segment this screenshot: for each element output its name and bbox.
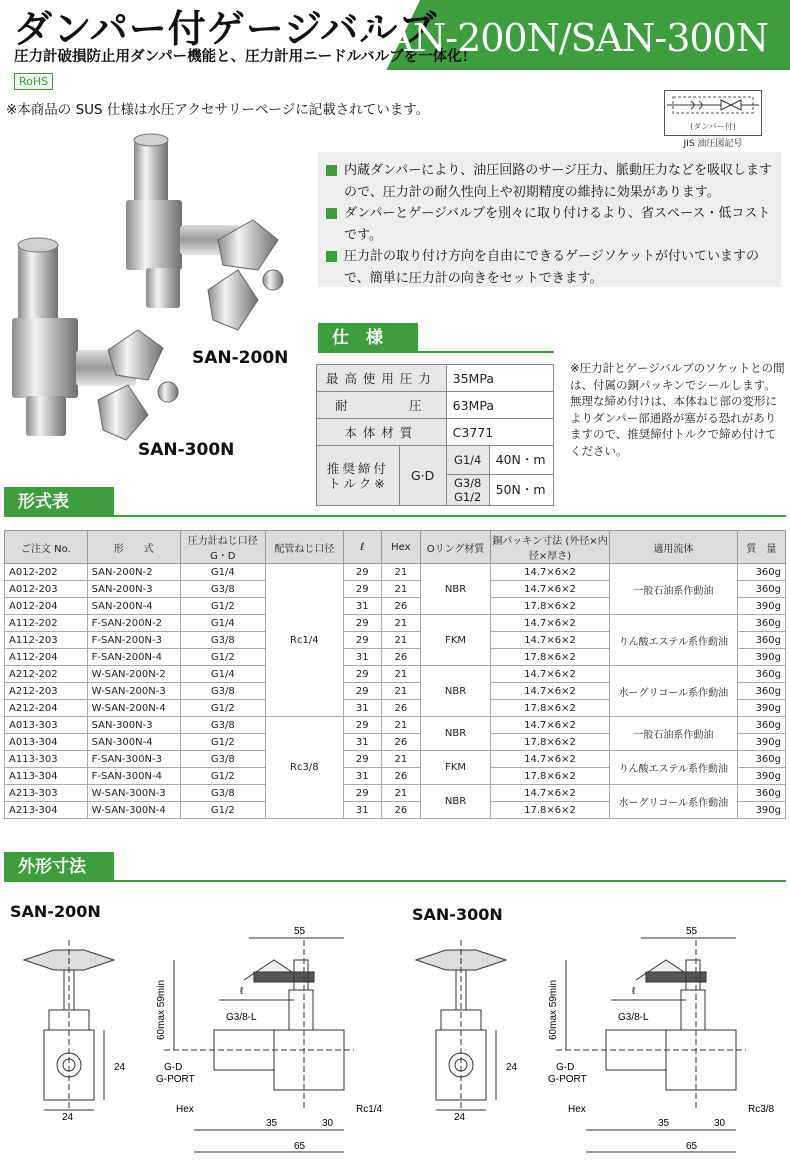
table-cell: F-SAN-300N-4 (87, 768, 180, 785)
spec-table (316, 364, 554, 506)
spec-label: 本体材質 (317, 419, 447, 446)
table-cell: Rc1/4 (265, 564, 343, 717)
model-section-rule (4, 515, 786, 517)
table-cell: 14.7×6×2 (490, 751, 609, 768)
table-cell: F-SAN-300N-3 (87, 751, 180, 768)
table-cell: A113-304 (5, 768, 88, 785)
table-cell: W-SAN-300N-4 (87, 802, 180, 819)
table-cell: 14.7×6×2 (490, 615, 609, 632)
dim-rc: Rc3/8 (748, 1104, 775, 1115)
table-cell: A012-203 (5, 581, 88, 598)
spec-value: 35MPa (446, 365, 553, 392)
table-cell: 水ーグリコール系作動油 (610, 666, 738, 717)
page-subtitle: 圧力計破損防止用ダンパー機能と、圧力計用ニードルバルブを一体化！ (14, 49, 477, 65)
dim-35: 35 (266, 1118, 278, 1129)
table-cell: F-SAN-200N-4 (87, 649, 180, 666)
spec-section-header: 仕 様 (318, 323, 418, 353)
jis-caption: (ダンパー付) (690, 122, 736, 131)
model-number: SAN-200N/SAN-300N (361, 16, 768, 60)
feature-item: 圧力計の取り付け方向を自由にできるゲージソケットが付いていますので、簡単に圧力計の向きをセットできます。 (326, 246, 773, 289)
table-cell: A213-303 (5, 785, 88, 802)
table-cell: 360g (737, 564, 785, 581)
table-cell: 29 (343, 785, 381, 802)
product-label-san200n: SAN-200N (192, 348, 289, 368)
table-cell: SAN-200N-2 (87, 564, 180, 581)
spec-label: 最高使用圧力 (317, 365, 447, 392)
jis-symbol (664, 90, 762, 136)
table-cell: W-SAN-300N-3 (87, 785, 180, 802)
table-cell: SAN-200N-3 (87, 581, 180, 598)
dim-rc: Rc1/4 (356, 1104, 383, 1115)
table-row (5, 785, 786, 802)
jis-label: JIS 油圧図記号 (683, 139, 743, 149)
table-cell: 17.8×6×2 (490, 768, 609, 785)
dim-30: 30 (714, 1118, 726, 1129)
table-cell: 29 (343, 581, 381, 598)
spec-value: 63MPa (446, 392, 553, 419)
table-cell: 390g (737, 700, 785, 717)
table-cell: 水ーグリコール系作動油 (610, 785, 738, 819)
table-cell: G1/4 (180, 615, 265, 632)
table-cell: A112-203 (5, 632, 88, 649)
table-cell: 29 (343, 751, 381, 768)
table-cell: 26 (381, 768, 421, 785)
table-cell: 26 (381, 700, 421, 717)
table-cell: 390g (737, 734, 785, 751)
col-header: ℓ (343, 531, 381, 564)
dims-title-san300n: SAN-300N (412, 905, 503, 924)
dim-port: G3/8-L (226, 1012, 257, 1023)
torque-gd: G·D (399, 446, 446, 506)
table-cell: G1/2 (180, 700, 265, 717)
table-cell: G3/8 (180, 632, 265, 649)
table-cell: NBR (421, 717, 491, 751)
dim-gd: G-D (164, 1062, 183, 1073)
table-cell: G3/8 (180, 751, 265, 768)
table-cell: G1/2 (180, 768, 265, 785)
table-cell: A013-303 (5, 717, 88, 734)
table-cell: Rc3/8 (265, 717, 343, 819)
col-header: 質 量 (737, 531, 785, 564)
table-cell: NBR (421, 666, 491, 717)
table-cell: A112-204 (5, 649, 88, 666)
table-cell: 360g (737, 666, 785, 683)
table-cell: FKM (421, 751, 491, 785)
table-cell: A013-304 (5, 734, 88, 751)
feature-item: 内蔵ダンパーにより、油圧回路のサージ圧力、脈動圧力などを吸収しますので、圧力計の耐久性向上や初期精度の維持に効果があります。 (326, 160, 773, 203)
col-header: 適用流体 (610, 531, 738, 564)
table-cell: A212-202 (5, 666, 88, 683)
table-cell: 29 (343, 564, 381, 581)
table-cell: 17.8×6×2 (490, 734, 609, 751)
col-header: 形 式 (87, 531, 180, 564)
model-table-body (5, 564, 786, 819)
feature-item: ダンパーとゲージバルブを別々に取り付けるより、省スペース・低コストです。 (326, 203, 773, 246)
table-cell: F-SAN-200N-3 (87, 632, 180, 649)
torque-value: 40N・m (495, 452, 546, 467)
table-cell: A112-202 (5, 615, 88, 632)
table-cell: 29 (343, 615, 381, 632)
table-row (5, 717, 786, 734)
table-cell: 26 (381, 598, 421, 615)
torque-label: 推奨締付トルク※ (317, 446, 400, 506)
table-cell: G1/2 (180, 598, 265, 615)
dim-gd: G-D (556, 1062, 575, 1073)
table-row (5, 564, 786, 581)
dim-55: 55 (686, 926, 698, 937)
dim-port: G3/8-L (618, 1012, 649, 1023)
col-header: Hex (381, 531, 421, 564)
table-cell: 17.8×6×2 (490, 802, 609, 819)
table-cell: W-SAN-200N-3 (87, 683, 180, 700)
table-cell: G3/8 (180, 717, 265, 734)
table-cell: A213-304 (5, 802, 88, 819)
table-cell: 31 (343, 598, 381, 615)
table-cell: 360g (737, 751, 785, 768)
dim-l: ℓ (240, 986, 244, 997)
table-cell: 14.7×6×2 (490, 785, 609, 802)
table-cell: G3/8 (180, 785, 265, 802)
table-cell: G1/2 (180, 802, 265, 819)
table-row (5, 666, 786, 683)
table-cell: 21 (381, 785, 421, 802)
table-cell: 14.7×6×2 (490, 683, 609, 700)
dim-l: ℓ (632, 986, 636, 997)
table-cell: 360g (737, 683, 785, 700)
table-cell: 390g (737, 802, 785, 819)
page-title: ダンパー付ゲージバルブ (14, 7, 438, 51)
table-cell: りん酸エステル系作動油 (610, 751, 738, 785)
dims-title-san200n: SAN-200N (10, 902, 101, 921)
table-cell: NBR (421, 785, 491, 819)
table-cell: F-SAN-200N-2 (87, 615, 180, 632)
table-cell: 26 (381, 802, 421, 819)
dim-24v: 24 (506, 1062, 518, 1073)
product-label-san300n: SAN-300N (138, 440, 235, 460)
product-photo (8, 130, 308, 460)
table-cell: 17.8×6×2 (490, 700, 609, 717)
dim-30: 30 (322, 1118, 334, 1129)
table-cell: 360g (737, 717, 785, 734)
table-cell: A212-203 (5, 683, 88, 700)
table-cell: G3/8 (180, 683, 265, 700)
table-cell: G1/2 (180, 734, 265, 751)
spec-section-rule (318, 351, 554, 353)
rohs-badge: RoHS (14, 73, 53, 90)
dim-24h: 24 (454, 1112, 466, 1123)
table-cell: 31 (343, 649, 381, 666)
table-row (5, 615, 786, 632)
table-cell: 26 (381, 734, 421, 751)
table-cell: A113-303 (5, 751, 88, 768)
dim-35: 35 (658, 1118, 670, 1129)
table-cell: 14.7×6×2 (490, 581, 609, 598)
jis-symbol-icon (665, 91, 761, 121)
table-cell: 21 (381, 717, 421, 734)
table-cell: W-SAN-200N-2 (87, 666, 180, 683)
table-cell: 390g (737, 598, 785, 615)
table-cell: 21 (381, 666, 421, 683)
table-cell: W-SAN-200N-4 (87, 700, 180, 717)
table-cell: SAN-200N-4 (87, 598, 180, 615)
table-cell: 31 (343, 700, 381, 717)
dimension-drawing-san200n (4, 920, 394, 1160)
dimension-drawing-san300n (396, 920, 786, 1160)
dim-hex: Hex (176, 1104, 194, 1115)
table-cell: 21 (381, 751, 421, 768)
table-cell: 21 (381, 632, 421, 649)
table-cell: 21 (381, 615, 421, 632)
table-cell: 390g (737, 768, 785, 785)
table-cell: 31 (343, 768, 381, 785)
dim-55: 55 (294, 926, 306, 937)
dim-65: 65 (294, 1141, 306, 1152)
table-cell: 17.8×6×2 (490, 598, 609, 615)
table-cell: 31 (343, 802, 381, 819)
table-cell: 21 (381, 564, 421, 581)
dim-24h: 24 (62, 1112, 74, 1123)
table-cell: G1/4 (180, 666, 265, 683)
table-cell: 29 (343, 632, 381, 649)
table-cell: G3/8 (180, 581, 265, 598)
dim-65: 65 (686, 1141, 698, 1152)
table-cell: 26 (381, 649, 421, 666)
table-cell: 360g (737, 615, 785, 632)
table-cell: SAN-300N-4 (87, 734, 180, 751)
table-cell: 360g (737, 581, 785, 598)
dim-gport: G-PORT (548, 1074, 587, 1085)
dim-60: 60max 59min (156, 979, 167, 1040)
table-cell: A012-204 (5, 598, 88, 615)
torque-size: G1/4 (447, 446, 490, 474)
table-cell: 29 (343, 666, 381, 683)
dim-hex: Hex (568, 1104, 586, 1115)
dim-gport: G-PORT (156, 1074, 195, 1085)
torque-value: 50N・m (495, 482, 546, 497)
col-header: 銅パッキン寸法 (外径×内径×厚さ) (490, 531, 609, 564)
table-cell: G1/4 (180, 564, 265, 581)
col-header: 配管ねじ口径 (265, 531, 343, 564)
table-cell: A012-202 (5, 564, 88, 581)
table-cell: 一般石油系作動油 (610, 717, 738, 751)
model-section-header: 形式表 (4, 487, 114, 517)
table-cell: 21 (381, 581, 421, 598)
table-cell: A212-204 (5, 700, 88, 717)
table-cell: 一般石油系作動油 (610, 564, 738, 615)
feature-box (318, 152, 781, 287)
table-cell: 14.7×6×2 (490, 632, 609, 649)
table-cell: 360g (737, 632, 785, 649)
dim-24v: 24 (114, 1062, 126, 1073)
dims-section-rule (4, 880, 786, 882)
table-cell: SAN-300N-3 (87, 717, 180, 734)
table-cell: 29 (343, 683, 381, 700)
col-header: Oリング材質 (421, 531, 491, 564)
table-cell: 360g (737, 785, 785, 802)
dims-section-header: 外形寸法 (4, 852, 114, 882)
table-cell: NBR (421, 564, 491, 615)
table-cell: FKM (421, 615, 491, 666)
table-cell: 14.7×6×2 (490, 564, 609, 581)
col-header: ご注文 No. (5, 531, 88, 564)
table-row (5, 751, 786, 768)
col-header: 圧力計ねじ口径 G・D (180, 531, 265, 564)
spec-label: 耐 圧 (317, 392, 447, 419)
torque-size: G3/8 G1/2 (447, 475, 490, 505)
table-cell: 29 (343, 717, 381, 734)
model-table (4, 530, 786, 819)
table-cell: G1/2 (180, 649, 265, 666)
table-cell: 14.7×6×2 (490, 717, 609, 734)
spec-note: ※圧力計とゲージバルブのソケットとの間は、付属の銅パッキンでシールします。無理な締め付けは、本体ねじ部の変形によりダンパー部通路が塞がる恐れがありますので、推奨締付トルクで締め付けてください。 (570, 361, 785, 458)
dim-60: 60max 59min (548, 979, 559, 1040)
sus-note: ※本商品の SUS 仕様は水圧アクセサリーページに記載されています。 (6, 102, 430, 118)
spec-value: C3771 (446, 419, 553, 446)
table-cell: 21 (381, 683, 421, 700)
table-cell: 390g (737, 649, 785, 666)
table-cell: 14.7×6×2 (490, 666, 609, 683)
table-cell: 31 (343, 734, 381, 751)
table-cell: りん酸エステル系作動油 (610, 615, 738, 666)
table-cell: 17.8×6×2 (490, 649, 609, 666)
